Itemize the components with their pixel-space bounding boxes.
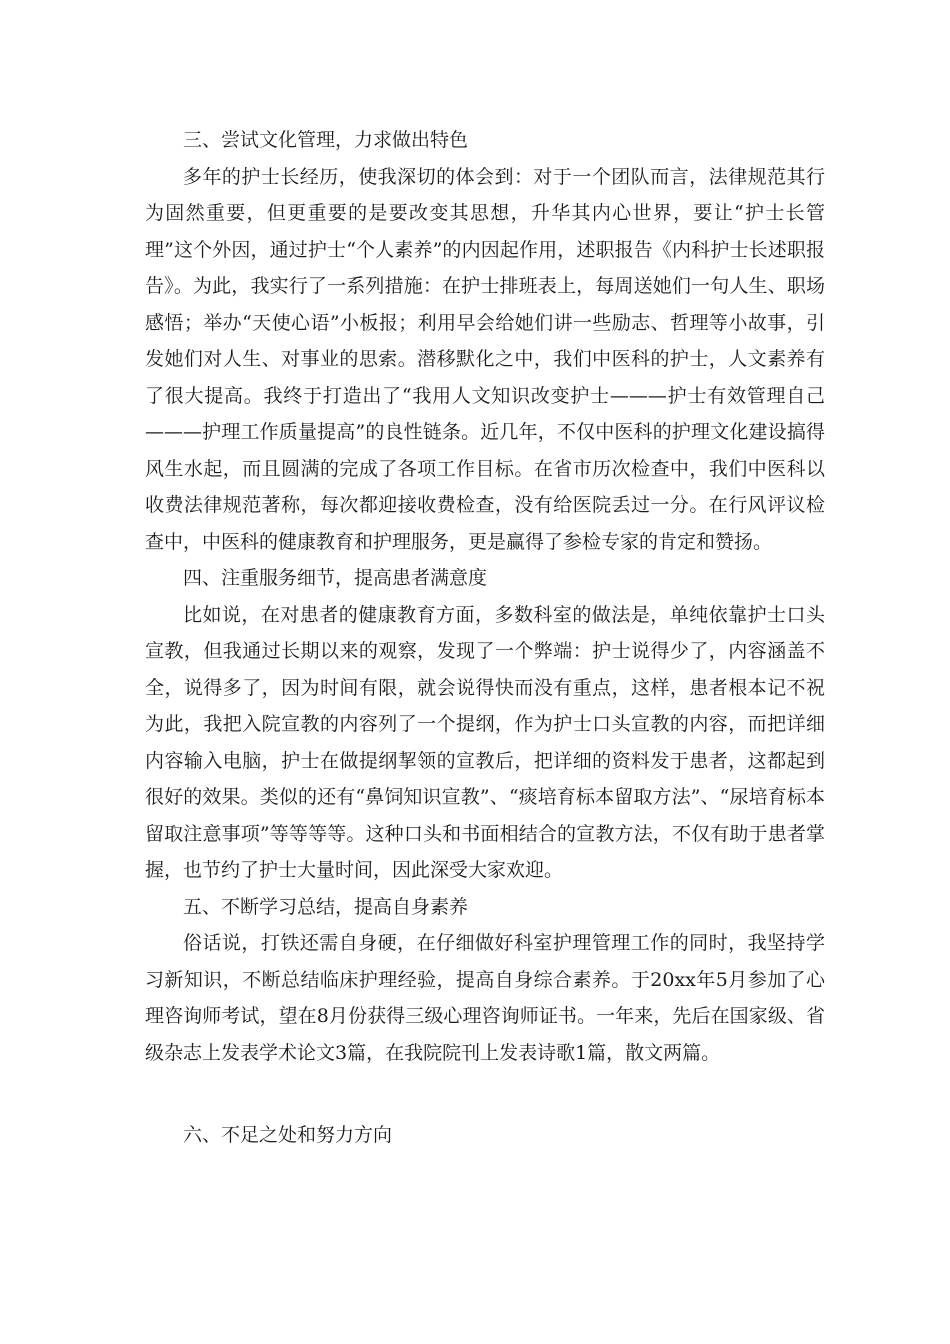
section-paragraph-4: 比如说，在对患者的健康教育方面，多数科室的做法是，单纯依靠护士口头宣教，但我通过长期以来的观察，发现了一个弊端：护士说得少了，内容涵盖不全，说得多了，因为时间有限，就会说得快而没有重点，这样，患者根本记不祝为此，我把入院宣教的内容列了一个提纲，作为护士口头宣教的内容，而把详细内容输入电脑，护士在做提纲挈领的宣教后，把详细的资料发于患者，这都起到很好的效果。类似的还有“鼻饲知识宣教”、“痰培育标本留取方法”、“尿培育标本留取注意事项”等等等等。这种口头和书面相结合的宣教方法，不仅有助于患者掌握，也节约了护士大量时间，因此深受大家欢迎。: [145, 603, 825, 881]
section-spacer: [145, 1071, 825, 1117]
section-heading-4: 四、注重服务细节，提高患者满意度: [183, 567, 488, 589]
document-body: [145, 122, 825, 1154]
section-heading-3: 三、尝试文化管理，力求做出特色: [183, 129, 469, 151]
section-heading-5: 五、不断学习总结，提高自身素养: [183, 895, 469, 918]
section-paragraph-5: 俗话说，打铁还需自身硬，在仔细做好科室护理管理工作的同时，我坚持学习新知识，不断总结临床护理经验，提高自身综合素养。于20xx年5月参加了心理咨询师考试，望在8月份获得三级心理咨询师证书。一年来，先后在国家级、省级杂志上发表学术论文3篇，在我院院刊上发表诗歌1篇，散文两篇。: [145, 932, 825, 1064]
section-heading-6: 六、不足之处和努力方向: [183, 1124, 393, 1146]
section-paragraph-3: 多年的护士长经历，使我深切的体会到：对于一个团队而言，法律规范其行为固然重要，但更重要的是要改变其思想，升华其内心世界，要让“护士长管理”这个外因，通过护士“个人素养”的内因起作用，述职报告《内科护士长述职报告》。为此，我实行了一系列措施：在护士排班表上，每周送她们一句人生、职场感悟；举办“天使心语”小板报；利用早会给她们讲一些励志、哲理等小故事，引发她们对人生、对事业的思索。潜移默化之中，我们中医科的护士，人文素养有了很大提高。我终于打造出了“我用人文知识改变护士———护士有效管理自己———护理工作质量提高”的良性链条。近几年，不仅中医科的护理文化建设搞得风生水起，而且圆满的完成了各项工作目标。在省市历次检查中，我们中医科以收费法律规范著称，每次都迎接收费检查，没有给医院丢过一分。在行风评议检查中，中医科的健康教育和护理服务，更是赢得了参检专家的肯定和赞扬。: [145, 165, 825, 553]
